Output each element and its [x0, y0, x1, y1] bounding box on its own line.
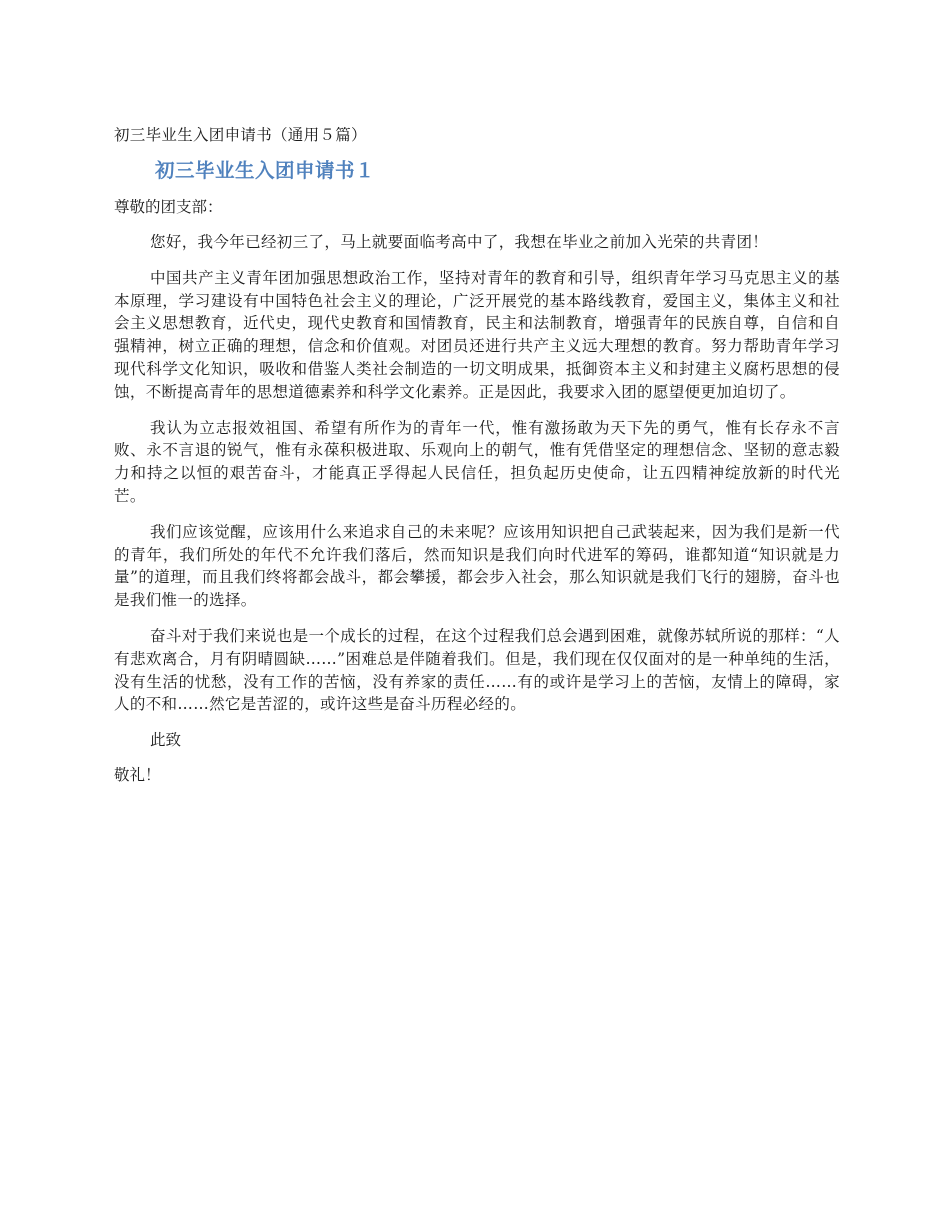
paragraph-4: 我们应该觉醒，应该用什么来追求自己的未来呢？应该用知识把自己武装起来，因为我们是新一代的青年，我们所处的年代不允许我们落后，然而知识是我们向时代进军的筹码，谁都知道“知识就是力量”的道理，而且我们终将都会战斗，都会攀援，都会步入社会，那么知识就是我们飞行的翅膀，奋斗也是我们惟一的选择。 — [114, 522, 840, 610]
paragraph-2: 中国共产主义青年团加强思想政治工作，坚持对青年的教育和引导，组织青年学习马克思主义的基本原理，学习建设有中国特色社会主义的理论，广泛开展党的基本路线教育，爱国主义，集体主义和社会主义思想教育，近代史，现代史教育和国情教育，民主和法制教育，增强青年的民族自尊，自信和自强精神，树立正确的理想，信念和价值观。对团员还进行共产主义远大理想的教育。努力帮助青年学习现代科学文化知识，吸收和借鉴人类社会制造的一切文明成果，抵御资本主义和封建主义腐朽思想的侵蚀，不断提高青年的思想道德素养和科学文化素养。正是因此，我要求入团的愿望便更加迫切了。 — [114, 268, 840, 401]
salutation: 尊敬的团支部： — [114, 198, 223, 216]
closing-line: 此致 — [150, 731, 182, 750]
paragraph-5: 奋斗对于我们来说也是一个成长的过程，在这个过程我们总会遇到困难，就像苏轼所说的那样：“人有悲欢离合，月有阴晴圆缺……”困难总是伴随着我们。但是，我们现在仅仅面对的是一种单纯的生活，没有生活的忧愁，没有工作的苦恼，没有养家的责任……有的或许是学习上的苦恼，友情上的障碍，家人的不和……然它是苦涩的，或许这些是奋斗历程必经的。 — [114, 626, 840, 714]
document-title: 初三毕业生入团申请书（通用５篇） — [114, 126, 367, 144]
paragraph-1: 您好，我今年已经初三了，马上就要面临考高中了，我想在毕业之前加入光荣的共青团！ — [150, 233, 769, 251]
regards-line: 敬礼！ — [114, 766, 161, 785]
paragraph-3: 我认为立志报效祖国、希望有所作为的青年一代，惟有激扬敢为天下先的勇气，惟有长存永不言败、永不言退的锐气，惟有永葆积极进取、乐观向上的朝气，惟有凭借坚定的理想信念、坚韧的意志毅力和持之以恒的艰苦奋斗，才能真正孚得起人民信任，担负起历史使命，让五四精神绽放新的时代光芒。 — [114, 418, 840, 505]
section-heading: 初三毕业生入团申请书１ — [155, 159, 376, 182]
document-page — [114, 124, 840, 786]
